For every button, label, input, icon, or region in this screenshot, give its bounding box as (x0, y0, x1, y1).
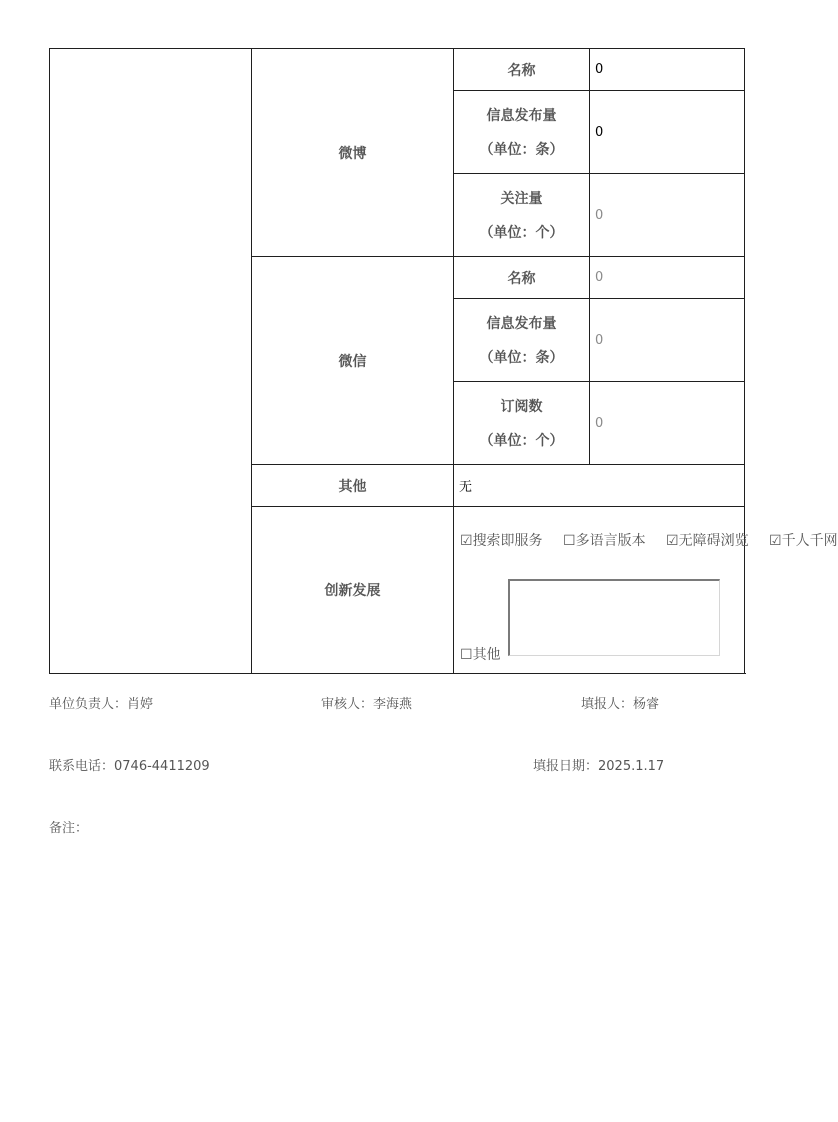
empty-left-cell (50, 49, 252, 674)
wechat-subs-value: 0 (590, 382, 745, 465)
option-multilingual[interactable] (563, 533, 646, 549)
wechat-posts-label-line2: （单位：条） (479, 350, 564, 366)
reviewer: 审核人：李海燕 (321, 697, 413, 712)
wechat-posts-label-line1: 信息发布量 (486, 316, 557, 332)
wechat-posts-label (454, 299, 590, 382)
weibo-follow-label-line1: 关注量 (500, 191, 543, 207)
option-label: 无障碍浏览 (678, 533, 749, 549)
checkbox-checked-icon[interactable]: ☑ (666, 533, 679, 549)
option-label: 搜索即服务 (472, 533, 543, 549)
checkbox-checked-icon[interactable]: ☑ (769, 533, 782, 549)
filler: 填报人：杨睿 (581, 697, 660, 712)
wechat-label: 微信 (252, 257, 454, 465)
weibo-label: 微博 (252, 49, 454, 257)
remarks-label: 备注： (49, 821, 89, 836)
option-label: 多语言版本 (575, 533, 646, 549)
option-accessibility[interactable] (666, 533, 749, 549)
weibo-follow-value: 0 (590, 174, 745, 257)
weibo-name-label: 名称 (454, 49, 590, 91)
wechat-subs-label-line1: 订阅数 (500, 399, 543, 415)
weibo-follow-label (454, 174, 590, 257)
weibo-name-value: 0 (590, 49, 745, 91)
contact-phone: 联系电话：0746-4411209 (49, 759, 210, 774)
checkbox-checked-icon[interactable]: ☑ (460, 533, 473, 549)
option-search-as-service[interactable] (460, 533, 543, 549)
innovation-options (460, 530, 838, 550)
wechat-name-value: 0 (590, 257, 745, 299)
weibo-posts-label (454, 91, 590, 174)
weibo-follow-label-line2: （单位：个） (479, 225, 564, 241)
fill-date: 填报日期：2025.1.17 (533, 759, 665, 774)
weibo-posts-value: 0 (590, 91, 745, 174)
checkbox-unchecked-icon[interactable]: ☐ (563, 533, 576, 549)
wechat-posts-value: 0 (590, 299, 745, 382)
other-label: 其他 (252, 465, 454, 507)
wechat-name-label: 名称 (454, 257, 590, 299)
other-value: 无 (454, 465, 745, 507)
report-table (49, 48, 838, 674)
other-text-field[interactable] (508, 579, 720, 656)
wechat-subs-label (454, 382, 590, 465)
unit-head: 单位负责人：肖婷 (49, 697, 154, 712)
option-other[interactable] (460, 644, 501, 664)
innovation-cell (454, 507, 838, 674)
innovation-label: 创新发展 (252, 507, 454, 674)
option-label: 千人千网 (781, 533, 838, 549)
wechat-subs-label-line2: （单位：个） (479, 433, 564, 449)
weibo-posts-label-line1: 信息发布量 (486, 108, 557, 124)
weibo-posts-label-line2: （单位：条） (479, 142, 564, 158)
checkbox-unchecked-icon[interactable]: ☐ (460, 647, 473, 663)
option-other-label: 其他 (472, 647, 501, 663)
option-personalized-web[interactable] (769, 533, 838, 549)
